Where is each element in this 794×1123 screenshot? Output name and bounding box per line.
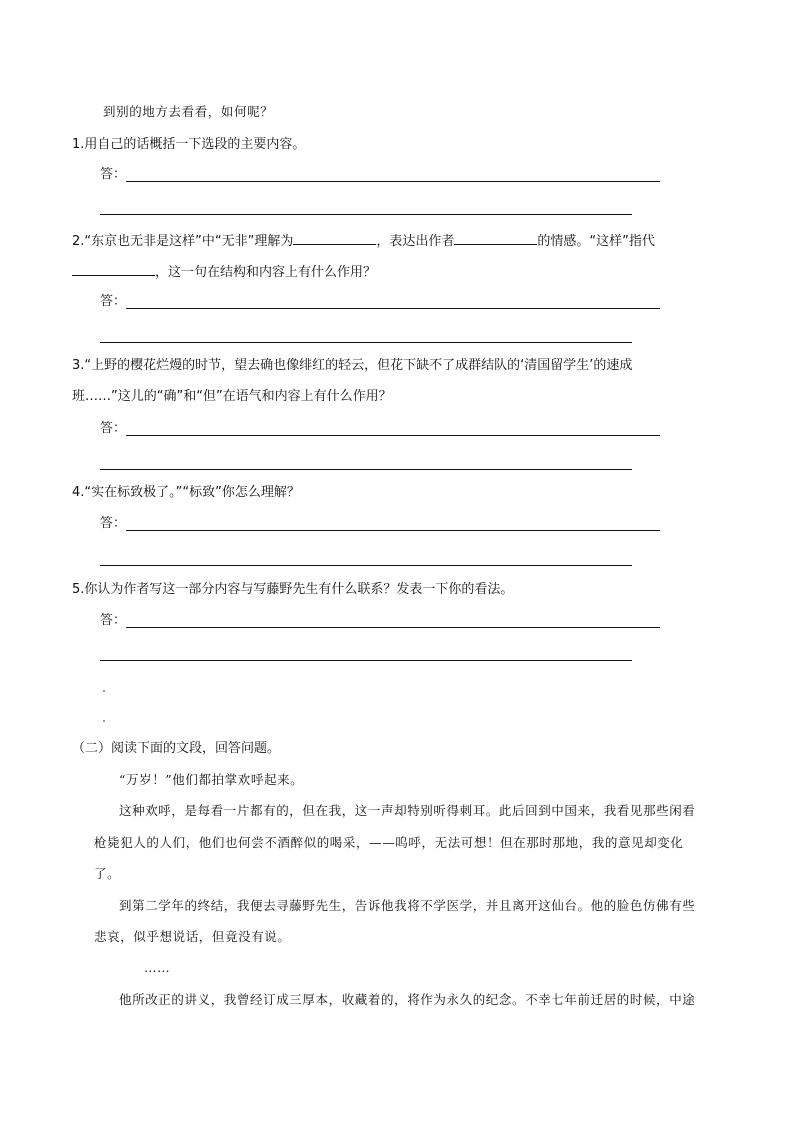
fill-blank[interactable] <box>293 230 376 245</box>
answer-line[interactable] <box>126 181 660 182</box>
fill-blank[interactable] <box>72 261 155 276</box>
passage-ellipsis: …… <box>144 960 171 975</box>
paragraph-mark <box>103 720 105 722</box>
answer-line[interactable] <box>126 627 660 628</box>
question-3-line-1: 3.“上野的樱花烂熳的时节，望去确也像绯红的轻云，但花下缺不了成群结队的‘清国留学生’的速成 <box>72 358 633 373</box>
answer-line[interactable] <box>126 435 660 436</box>
passage-line: 了。 <box>94 866 121 881</box>
passage-line: 枪毙犯人的人们，他们也何尝不酒醉似的喝采，——呜呼，无法可想！但在那时那地，我的意见却变化 <box>94 835 684 850</box>
question-4: 4.“实在标致极了。”“标致”你怎么理解？ <box>72 485 300 500</box>
passage-line: 到第二学年的终结，我便去寻藤野先生，告诉他我将不学医学，并且离开这仙台。他的脸色仿佛有些 <box>119 898 696 913</box>
answer-label: 答： <box>100 167 127 182</box>
answer-label: 答： <box>100 294 127 309</box>
paragraph-mark <box>103 690 105 692</box>
question-2-text-c: 的情感。“这样”指代 <box>537 234 655 249</box>
question-2-text-d: ，这一句在结构和内容上有什么作用？ <box>155 265 377 280</box>
answer-line[interactable] <box>100 660 632 661</box>
question-2-text-a: 2.“东京也无非是这样”中“无非”理解为 <box>72 234 294 249</box>
fill-blank[interactable] <box>454 230 537 245</box>
section-2-title: （二）阅读下面的文段，回答问题。 <box>72 741 281 756</box>
answer-line[interactable] <box>126 530 660 531</box>
answer-label: 答： <box>100 421 127 436</box>
question-2-line-2 <box>72 261 376 282</box>
passage-line: 这种欢呼，是每看一片都有的，但在我，这一声却特别听得刺耳。此后回到中国来，我看见那些闲看 <box>119 803 696 818</box>
answer-line[interactable] <box>100 469 632 470</box>
answer-line[interactable] <box>100 214 632 215</box>
intro-line: 到别的地方去看看，如何呢？ <box>103 104 274 119</box>
question-2-line-1 <box>72 230 655 251</box>
question-3-line-2: 班……”这儿的“确”和“但”在语气和内容上有什么作用？ <box>72 389 392 404</box>
answer-label: 答： <box>100 613 127 628</box>
question-5: 5.你认为作者写这一部分内容与写藤野先生有什么联系？发表一下你的看法。 <box>72 582 514 597</box>
answer-label: 答： <box>100 516 127 531</box>
question-1: 1.用自己的话概括一下选段的主要内容。 <box>72 137 306 152</box>
answer-line[interactable] <box>126 308 660 309</box>
passage-line: 悲哀，似乎想说话，但竟没有说。 <box>94 929 291 944</box>
question-2-text-b: ，表达出作者 <box>376 234 455 249</box>
passage-line: “万岁！”他们都拍掌欢呼起来。 <box>119 772 304 787</box>
passage-line: 他所改正的讲义，我曾经订成三厚本，收藏着的，将作为永久的纪念。不幸七年前迁居的时候，中途 <box>119 992 696 1007</box>
answer-line[interactable] <box>100 342 632 343</box>
answer-line[interactable] <box>100 565 632 566</box>
